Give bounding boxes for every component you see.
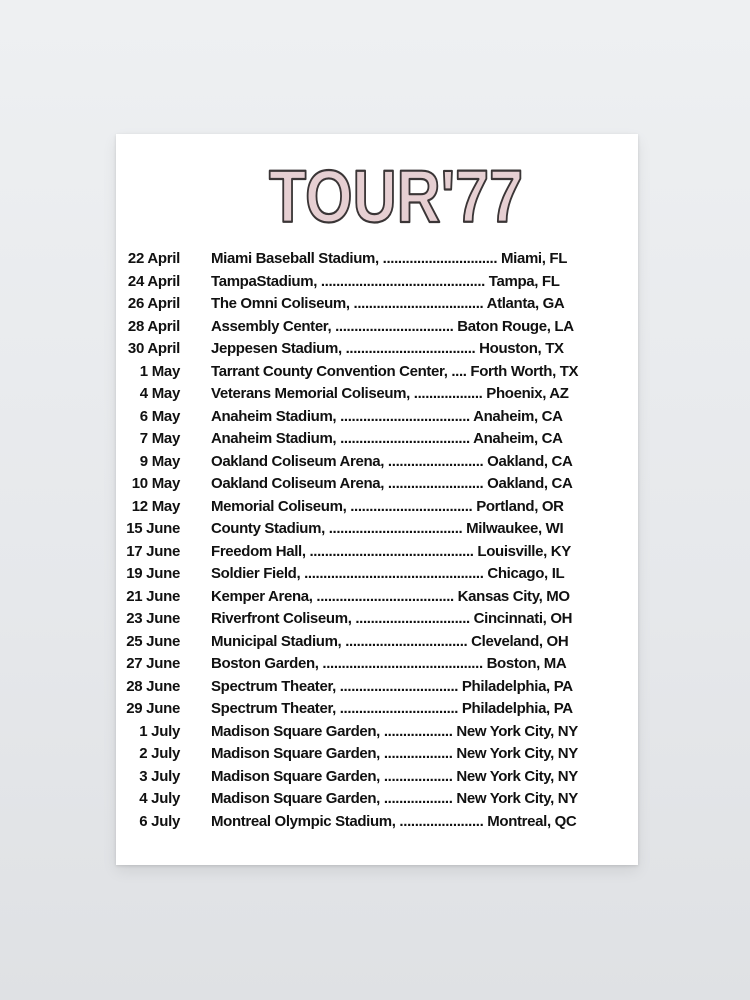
tour-date: 28 June (126, 677, 180, 695)
tour-date: 19 June (126, 565, 180, 582)
tour-schedule (116, 248, 638, 833)
tour-venue: Spectrum Theater, ............................... Philadelphia, PA (211, 700, 573, 717)
schedule-row (116, 406, 638, 429)
tour-date: 6 July (139, 812, 180, 830)
tour-venue: Oakland Coliseum Arena, ......................... Oakland, CA (211, 452, 573, 470)
tour-date: 24 April (127, 272, 180, 290)
tour-date: 7 May (139, 430, 180, 447)
tour-date: 9 May (139, 452, 180, 470)
schedule-row (116, 541, 638, 564)
tour-date: 25 June (126, 632, 180, 650)
tour-date: 6 May (139, 407, 180, 425)
schedule-row (116, 473, 638, 496)
schedule-row (116, 451, 638, 474)
tour-venue: Anaheim Stadium, .................................. Anaheim, CA (211, 407, 563, 425)
tour-venue: Municipal Stadium, ................................ Cleveland, OH (211, 632, 569, 650)
schedule-row (116, 676, 638, 699)
tour-venue: TampaStadium, ........................................... Tampa, FL (211, 272, 560, 290)
tour-date: 1 May (139, 362, 180, 380)
tour-venue: Freedom Hall, ........................................... Louisville, KY (211, 542, 571, 560)
tour-date: 26 April (127, 295, 180, 312)
schedule-row (116, 811, 638, 834)
schedule-row (116, 293, 638, 316)
schedule-row (116, 721, 638, 744)
tour-date: 21 June (126, 587, 180, 605)
schedule-row (116, 271, 638, 294)
tour-venue: Assembly Center, ............................... Baton Rouge, LA (211, 317, 574, 335)
schedule-row (116, 338, 638, 361)
tour-date: 30 April (127, 340, 180, 357)
tour-venue: Riverfront Coliseum, .............................. Cincinnati, OH (211, 610, 573, 627)
tour-venue: Miami Baseball Stadium, .............................. Miami, FL (211, 250, 568, 267)
schedule-row (116, 653, 638, 676)
tour-date: 29 June (126, 700, 180, 717)
tour-venue: Tarrant County Convention Center, .... Forth Worth, TX (211, 362, 579, 380)
schedule-row (116, 496, 638, 519)
schedule-row (116, 608, 638, 631)
tour-venue: Veterans Memorial Coliseum, .................. Phoenix, AZ (211, 385, 569, 402)
title-graphic (266, 155, 526, 238)
tour-venue: Anaheim Stadium, .................................. Anaheim, CA (211, 430, 563, 447)
tour-venue: Soldier Field, ............................................... Chicago, IL (211, 565, 565, 582)
tour-date: 22 April (127, 250, 180, 267)
schedule-row (116, 518, 638, 541)
poster-title (266, 155, 526, 238)
schedule-row (116, 743, 638, 766)
tour-date: 17 June (126, 542, 180, 560)
schedule-row (116, 248, 638, 271)
tour-venue: Madison Square Garden, .................. New York City, NY (211, 767, 578, 785)
tour-date: 4 May (139, 385, 180, 402)
schedule-row (116, 316, 638, 339)
title-text: TOUR'77 (269, 155, 523, 238)
schedule-row (116, 766, 638, 789)
schedule-row (116, 631, 638, 654)
schedule-row (116, 361, 638, 384)
schedule-row (116, 698, 638, 721)
schedule-row (116, 563, 638, 586)
tour-date: 4 July (139, 790, 180, 807)
tour-date: 15 June (126, 520, 180, 537)
tour-poster (116, 134, 638, 865)
tour-venue: County Stadium, ................................... Milwaukee, WI (211, 520, 564, 537)
tour-venue: Oakland Coliseum Arena, ......................... Oakland, CA (211, 475, 573, 492)
tour-date: 12 May (131, 497, 180, 515)
tour-venue: Jeppesen Stadium, .................................. Houston, TX (211, 340, 564, 357)
tour-venue: Madison Square Garden, .................. New York City, NY (211, 790, 578, 807)
tour-date: 27 June (126, 655, 180, 672)
schedule-row (116, 428, 638, 451)
tour-date: 1 July (139, 722, 180, 740)
schedule-row (116, 586, 638, 609)
tour-date: 3 July (139, 767, 180, 785)
tour-venue: Madison Square Garden, .................. New York City, NY (211, 745, 578, 762)
tour-date: 23 June (126, 610, 180, 627)
tour-date: 2 July (139, 745, 180, 762)
schedule-row (116, 788, 638, 811)
tour-venue: Madison Square Garden, .................. New York City, NY (211, 722, 578, 740)
tour-venue: Memorial Coliseum, ................................ Portland, OR (211, 497, 564, 515)
schedule-row (116, 383, 638, 406)
tour-venue: Kemper Arena, .................................... Kansas City, MO (211, 587, 570, 605)
tour-venue: Montreal Olympic Stadium, ...................... Montreal, QC (211, 812, 577, 830)
tour-date: 10 May (131, 475, 180, 492)
tour-venue: Boston Garden, .......................................... Boston, MA (211, 655, 567, 672)
tour-date: 28 April (127, 317, 180, 335)
tour-venue: The Omni Coliseum, .................................. Atlanta, GA (211, 295, 565, 312)
tour-venue: Spectrum Theater, ............................... Philadelphia, PA (211, 677, 573, 695)
